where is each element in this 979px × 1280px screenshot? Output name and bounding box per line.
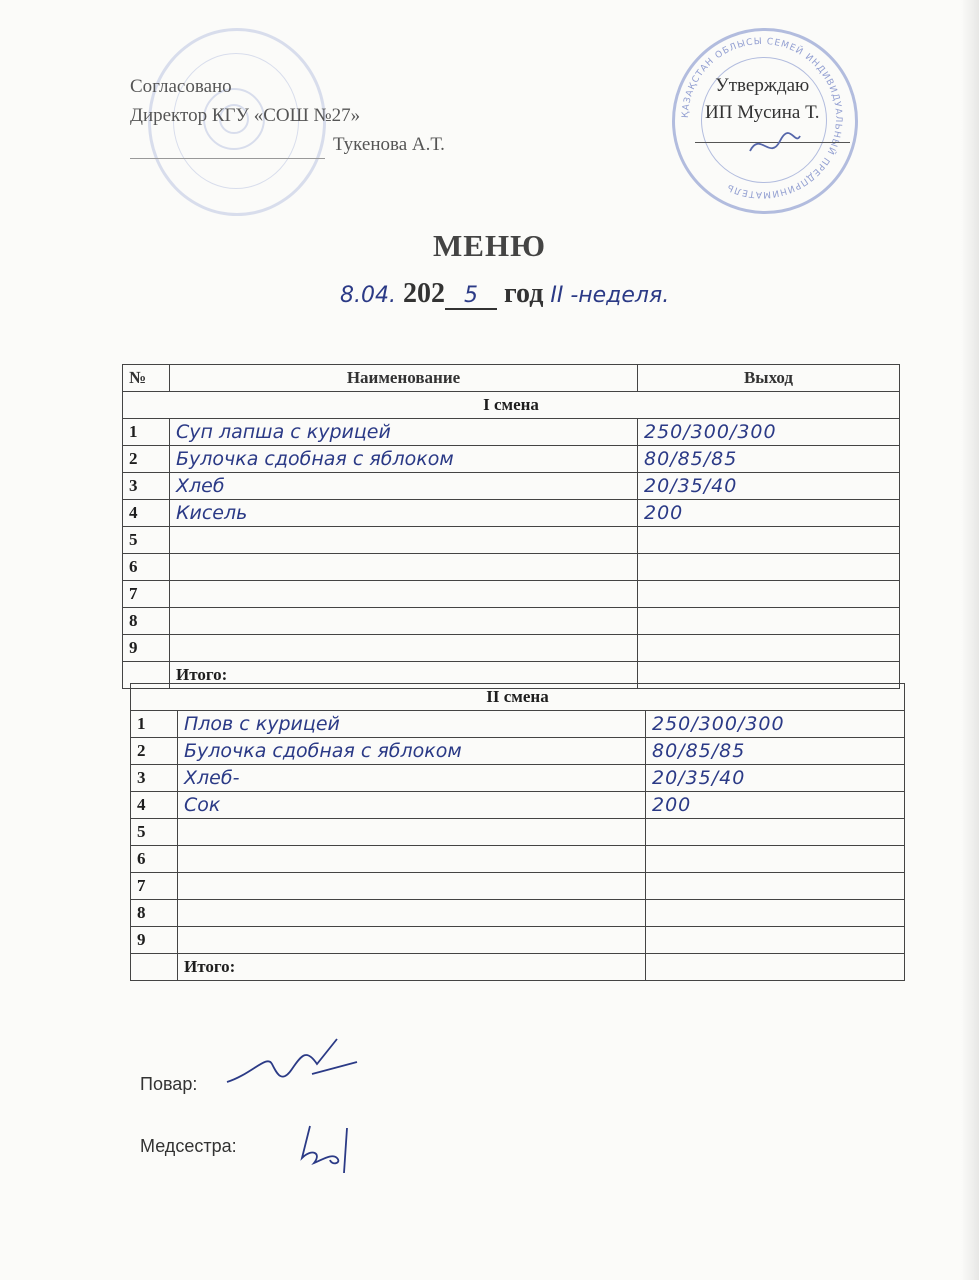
row-no: 9 (123, 635, 170, 662)
dish-name (178, 900, 646, 927)
cook-signature (222, 1034, 362, 1094)
table-header-row (123, 365, 900, 392)
dish-name (170, 527, 638, 554)
row-no: 1 (131, 711, 178, 738)
dish-name (178, 846, 646, 873)
col-no-header: № (123, 365, 170, 392)
dish-output (638, 635, 900, 662)
dish-output: 80/85/85 (646, 738, 905, 765)
dish-name: Хлеб (170, 473, 638, 500)
dish-output: 200 (646, 792, 905, 819)
shift-row (131, 684, 905, 711)
cook-signature-row (140, 1074, 197, 1095)
dish-name: Кисель (170, 500, 638, 527)
row-no: 2 (123, 446, 170, 473)
dish-output (646, 846, 905, 873)
stamp-ring-label: ҚАЗАҚСТАН ОБЛЫСЫ СЕМЕЙ ИНДИВИДУАЛЬНЫЙ ПРЕДПРИНИМАТЕЛЬ (680, 36, 844, 200)
approved-label: Согласовано (130, 76, 232, 97)
table-row (131, 846, 905, 873)
row-no: 3 (131, 765, 178, 792)
confirm-signature (745, 126, 805, 166)
table-row (131, 819, 905, 846)
row-no: 8 (131, 900, 178, 927)
dish-output: 20/35/40 (646, 765, 905, 792)
table-row (123, 419, 900, 446)
row-no: 6 (131, 846, 178, 873)
menu-table-shift-1 (122, 364, 900, 689)
row-no: 5 (131, 819, 178, 846)
table-row (123, 500, 900, 527)
shift-title: I смена (123, 392, 900, 419)
dish-name (170, 635, 638, 662)
nurse-signature-row (140, 1136, 237, 1157)
year-suffix: 5 (445, 283, 497, 310)
confirm-label: Утверждаю (715, 75, 810, 96)
table-row (123, 473, 900, 500)
dish-output: 20/35/40 (638, 473, 900, 500)
table-row (131, 738, 905, 765)
nurse-label: Медсестра: (140, 1136, 237, 1156)
year-prefix: 202 (402, 278, 445, 309)
row-no: 3 (123, 473, 170, 500)
dish-output (646, 873, 905, 900)
total-label: Итого: (170, 662, 638, 689)
col-output-header: Выход (638, 365, 900, 392)
dish-output (638, 554, 900, 581)
table-row (131, 711, 905, 738)
cook-label: Повар: (140, 1074, 198, 1094)
dish-output: 250/300/300 (638, 419, 900, 446)
approved-position: Директор КГУ «СОШ №27» (130, 105, 361, 126)
dish-output (646, 927, 905, 954)
table-row (131, 900, 905, 927)
row-no: 5 (123, 527, 170, 554)
dish-name: Сок (178, 792, 646, 819)
confirm-name: ИП Мусина Т. (705, 102, 820, 123)
table-row (131, 873, 905, 900)
approved-signature-line (130, 144, 325, 159)
dish-name (178, 927, 646, 954)
dish-output (646, 900, 905, 927)
row-no: 4 (131, 792, 178, 819)
total-row (131, 954, 905, 981)
dish-output (638, 581, 900, 608)
year-word: год (503, 278, 544, 309)
table-row (123, 527, 900, 554)
table-row (131, 927, 905, 954)
dish-output: 250/300/300 (646, 711, 905, 738)
date-line (340, 278, 669, 310)
row-no: 7 (123, 581, 170, 608)
table-row (131, 765, 905, 792)
dish-name: Булочка сдобная с яблоком (178, 738, 646, 765)
row-no: 4 (123, 500, 170, 527)
row-no: 2 (131, 738, 178, 765)
dish-output: 80/85/85 (638, 446, 900, 473)
row-no: 6 (123, 554, 170, 581)
dish-name: Хлеб- (178, 765, 646, 792)
menu-table-shift-2 (130, 683, 905, 981)
table-row (123, 635, 900, 662)
table-row (123, 581, 900, 608)
date-handwritten: 8.04. (340, 283, 396, 308)
col-name-header: Наименование (170, 365, 638, 392)
dish-name (170, 581, 638, 608)
table-row (123, 554, 900, 581)
table-row (123, 608, 900, 635)
page-edge-shadow (961, 0, 979, 1280)
dish-output (638, 608, 900, 635)
dish-name (170, 608, 638, 635)
approved-name: Тукенова А.Т. (333, 134, 445, 155)
row-no: 1 (123, 419, 170, 446)
row-no: 8 (123, 608, 170, 635)
row-no: 9 (131, 927, 178, 954)
total-label: Итого: (178, 954, 646, 981)
page-title: МЕНЮ (433, 228, 546, 263)
dish-name (170, 554, 638, 581)
nurse-signature (292, 1118, 372, 1178)
confirm-block (705, 72, 820, 126)
dish-name: Булочка сдобная с яблоком (170, 446, 638, 473)
approved-block (130, 72, 445, 159)
dish-output: 200 (638, 500, 900, 527)
dish-name (178, 819, 646, 846)
dish-name (178, 873, 646, 900)
dish-name: Суп лапша с курицей (170, 419, 638, 446)
shift-title: II смена (131, 684, 905, 711)
dish-output (638, 527, 900, 554)
dish-name: Плов с курицей (178, 711, 646, 738)
shift-row (123, 392, 900, 419)
row-no: 7 (131, 873, 178, 900)
table-row (123, 446, 900, 473)
table-row (131, 792, 905, 819)
dish-output (646, 819, 905, 846)
week-handwritten: II -неделя. (550, 283, 670, 308)
